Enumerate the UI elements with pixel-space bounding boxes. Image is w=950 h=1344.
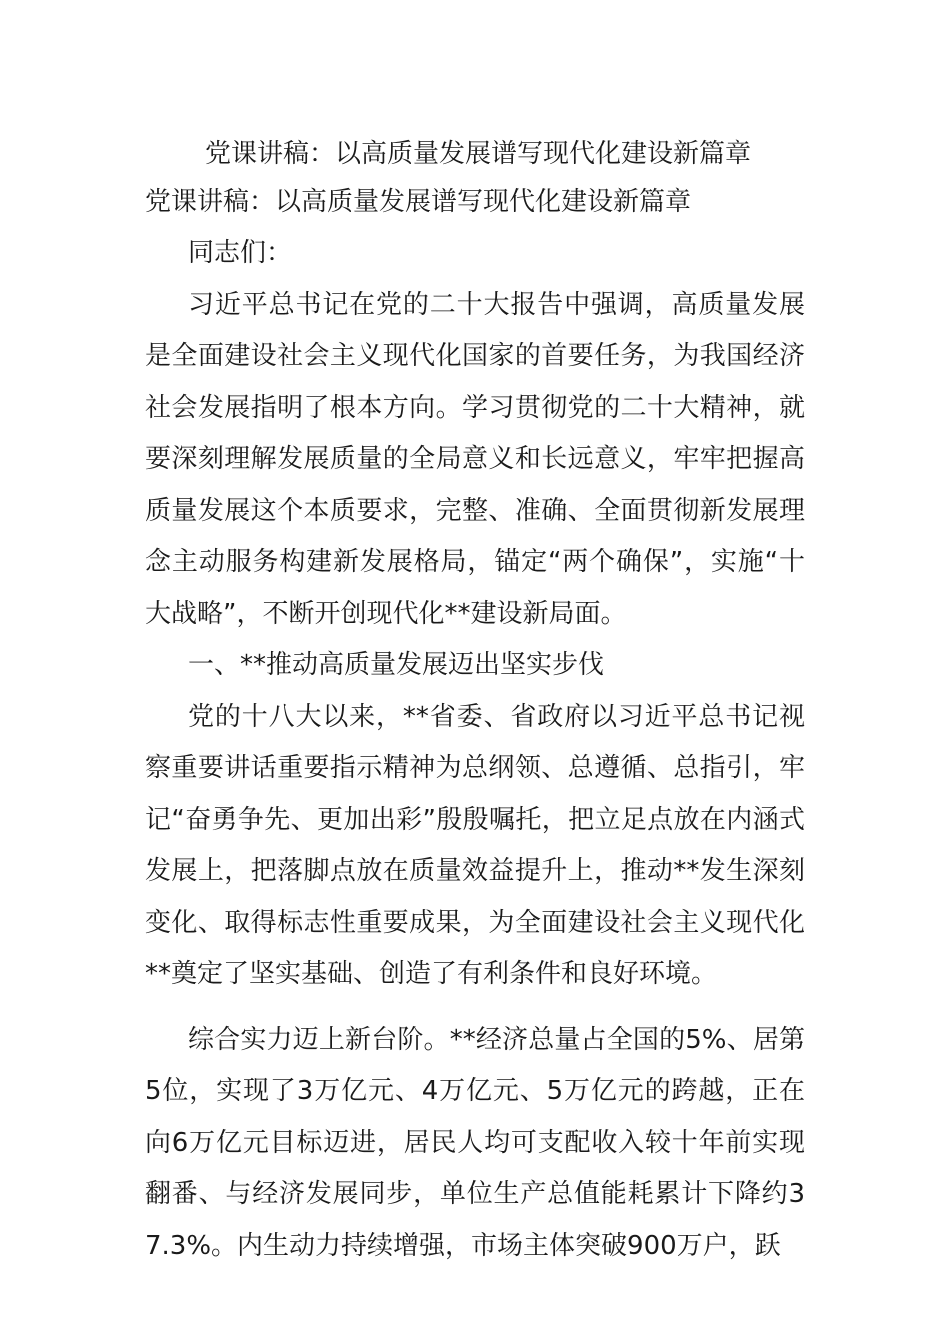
document-title: 党课讲稿：以高质量发展谱写现代化建设新篇章 [205,139,752,169]
paragraph-achievements: 党的十八大以来，**省委、省政府以习近平总书记视察重要讲话重要指示精神为总纲领、总遵循、总指引，牢记“奋勇争先、更加出彩”殷殷嘱托，把立足点放在内涵式发展上，把落脚点放在质量效益提升上，推动**发生深刻变化、取得标志性重要成果，为全面建设社会主义现代化**奠定了坚实基础、创造了有利条件和良好环境。 [145,701,805,989]
document-body [145,228,805,1272]
document-subtitle: 党课讲稿：以高质量发展谱写现代化建设新篇章 [145,187,692,217]
paragraph-economic-strength: 综合实力迈上新台阶。**经济总量占全国的5%、居第5位，实现了3万亿元、4万亿元、5万亿元的跨越，正在向6万亿元目标迈进，居民人均可支配收入较十年前实现翻番、与经济发展同步，单位生产总值能耗累计下降约37.3%。内生动力持续增强，市场主体突破900万户，跃 [145,1024,805,1261]
section-heading-1: 一、**推动高质量发展迈出坚实步伐 [188,650,605,680]
paragraph-intro: 习近平总书记在党的二十大报告中强调，高质量发展是全面建设社会主义现代化国家的首要任务，为我国经济社会发展指明了根本方向。学习贯彻党的二十大精神，就要深刻理解发展质量的全局意义和长远意义，牢牢把握高质量发展这个本质要求，完整、准确、全面贯彻新发展理念主动服务构建新发展格局，锚定“两个确保”，实施“十大战略”，不断开创现代化**建设新局面。 [145,289,805,629]
salutation: 同志们： [188,238,293,268]
